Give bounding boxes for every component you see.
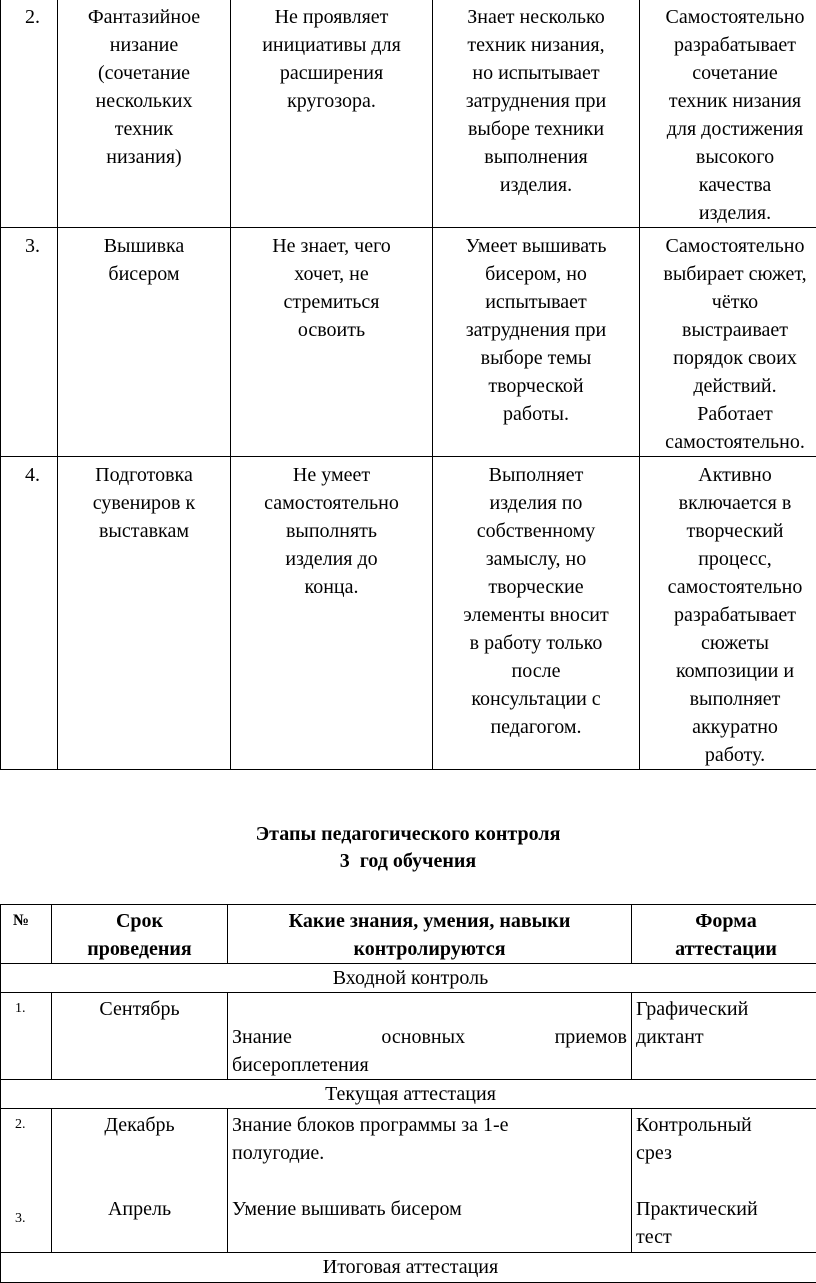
section-row-current (1, 1080, 816, 1109)
row-number: 1. (1, 993, 52, 1080)
row-number: 4. (1, 457, 58, 770)
topic-cell: Подготовка сувениров к выставкам (58, 457, 231, 770)
skills-cell: Знание блоков программы за 1-е полугодие. Умение вышивать бисером (228, 1109, 632, 1253)
section-label: Текущая аттестация (1, 1080, 816, 1109)
low-level-cell: Не знает, чего хочет, не стремиться освоить (231, 228, 433, 457)
section-row-entry (1, 964, 816, 993)
mid-level-cell: Выполняет изделия по собственному замыслу, но творческие элементы вносит в работу только после консультации с педагогом. (433, 457, 640, 770)
high-level-cell: Самостоятельно выбирает сюжет, чётко выстраивает порядок своих действий. Работает самостоятельно. (640, 228, 816, 457)
mid-level-cell: Умеет вышивать бисером, но испытывает затруднения при выборе темы творческой работы. (433, 228, 640, 457)
form-cell: Графический диктант (632, 993, 816, 1080)
control-stages-table (0, 904, 816, 1283)
topic-cell: Вышивка бисером (58, 228, 231, 457)
row-number: 2. (1, 0, 58, 228)
header-skills: Какие знания, умения, навыки контролируются (228, 905, 632, 964)
topic-cell: Фантазийное низание (сочетание нескольких техник низания) (58, 0, 231, 228)
table-row (1, 457, 816, 770)
section-label: Входной контроль (1, 964, 816, 993)
term-cell: Сентябрь (52, 993, 228, 1080)
term-cell: Декабрь Апрель (52, 1109, 228, 1253)
heading-title: Этапы педагогического контроля (0, 821, 816, 848)
table-row (1, 0, 816, 228)
low-level-cell: Не проявляет инициативы для расширения кругозора. (231, 0, 433, 228)
table-row (1, 1109, 816, 1253)
table-row (1, 228, 816, 457)
skills-cell: Знание основных приемов бисероплетения (228, 993, 632, 1080)
table-row (1, 993, 816, 1080)
high-level-cell: Самостоятельно разрабатывает сочетание техник низания для достижения высокого качества изделия. (640, 0, 816, 228)
section-row-final (1, 1253, 816, 1283)
heading-year: 3 год обучения (0, 848, 816, 875)
row-number: 2. 3. (1, 1109, 52, 1253)
header-form: Форма аттестации (632, 905, 816, 964)
row-number: 3. (1, 228, 58, 457)
table-header-row (1, 905, 816, 964)
low-level-cell: Не умеет самостоятельно выполнять изделия до конца. (231, 457, 433, 770)
form-cell: Контрольный срез Практический тест (632, 1109, 816, 1253)
mid-level-cell: Знает несколько техник низания, но испытывает затруднения при выборе техники выполнения изделия. (433, 0, 640, 228)
section-heading (0, 821, 816, 875)
header-term: Срок проведения (52, 905, 228, 964)
header-number: № (1, 905, 52, 964)
section-label: Итоговая аттестация (1, 1253, 816, 1283)
high-level-cell: Активно включается в творческий процесс, самостоятельно разрабатывает сюжеты композиции и выполняет аккуратно работу. (640, 457, 816, 770)
